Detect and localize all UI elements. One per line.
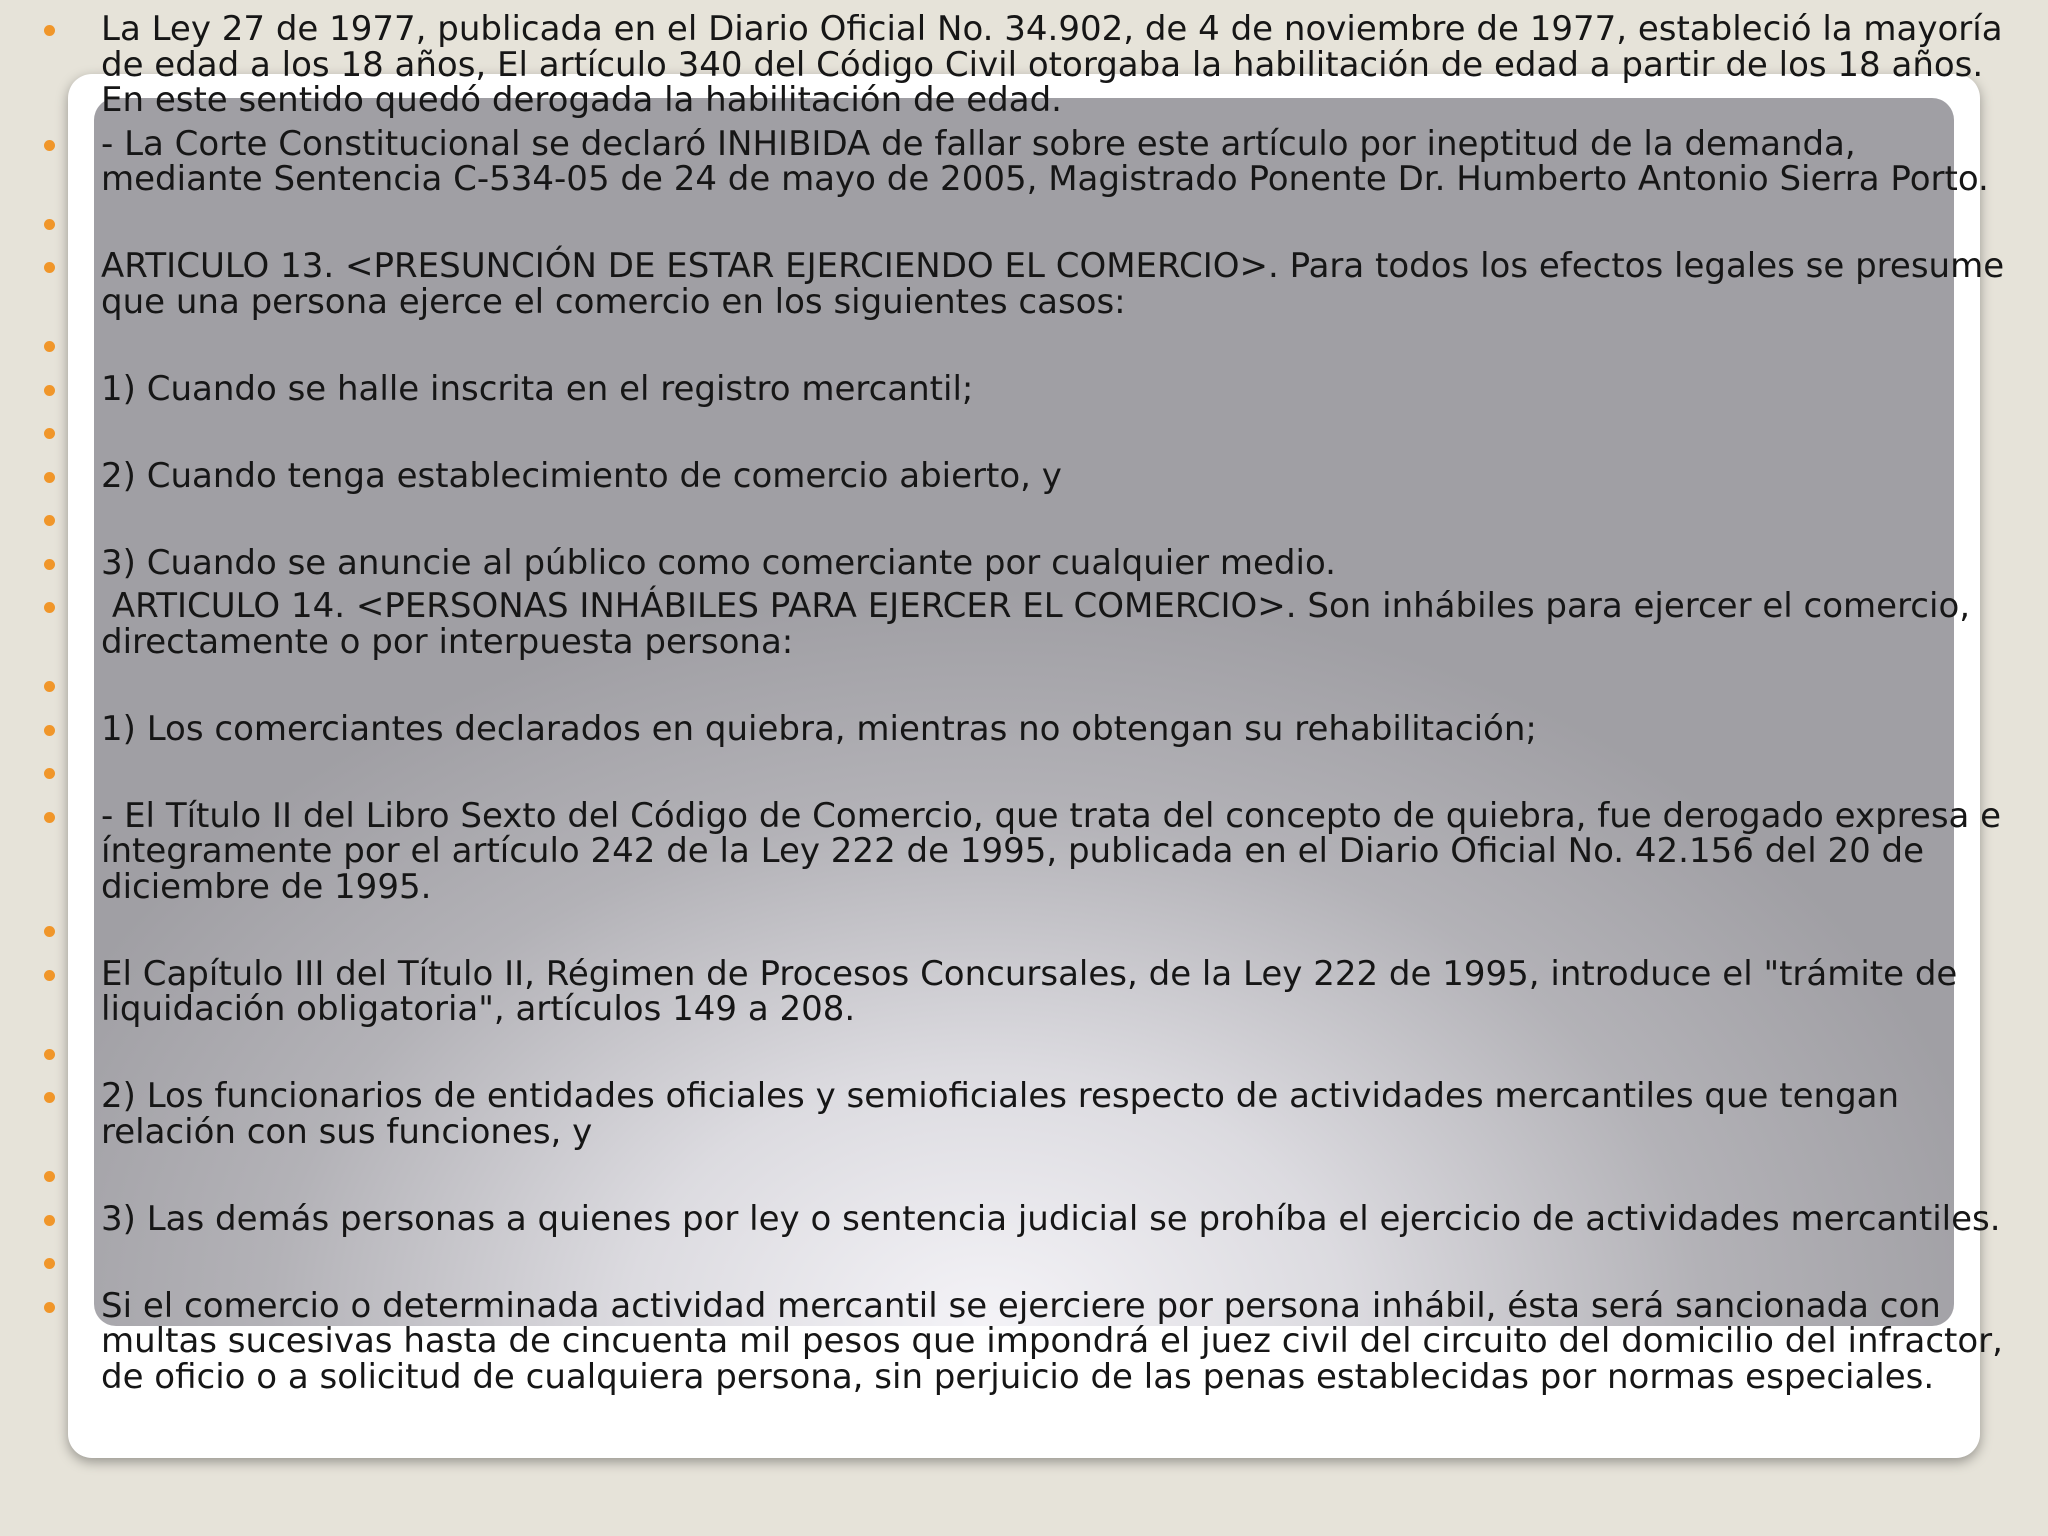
bullet-dot-icon bbox=[44, 970, 55, 981]
bullet-item bbox=[0, 455, 2048, 496]
bullet-text: ARTICULO 13. <PRESUNCIÓN DE ESTAR EJERCIENDO EL COMERCIO>. Para todos los efectos legales se presume que una persona ejerce el comercio en los siguientes casos: bbox=[101, 246, 2015, 322]
bullet-dot-icon bbox=[44, 1171, 55, 1182]
bullet-dot-icon bbox=[44, 1049, 55, 1060]
bullet-text: ARTICULO 14. <PERSONAS INHÁBILES PARA EJERCER EL COMERCIO>. Son inhábiles para ejercer el comercio, directamente o por interpuesta persona: bbox=[101, 586, 1981, 662]
bullet-dot-icon bbox=[44, 341, 55, 352]
bullet-dot-icon bbox=[44, 515, 55, 526]
bullet-text: 1) Los comerciantes declarados en quiebra, mientras no obtengan su rehabilitación; bbox=[101, 708, 1537, 749]
bullet-item bbox=[0, 795, 2048, 907]
bullet-item bbox=[0, 953, 2048, 1029]
bullet-dot-icon bbox=[44, 681, 55, 692]
bullet-item bbox=[0, 1198, 2048, 1239]
bullet-dot-icon bbox=[44, 25, 55, 36]
bullet-item bbox=[0, 1285, 2048, 1397]
bullet-item-empty bbox=[0, 328, 2048, 364]
bullet-dot-icon bbox=[44, 1302, 55, 1313]
bullet-item-empty bbox=[0, 913, 2048, 949]
bullet-item bbox=[0, 1076, 2048, 1152]
bullet-dot-icon bbox=[44, 725, 55, 736]
bullet-dot-icon bbox=[44, 768, 55, 779]
bullet-dot-icon bbox=[44, 812, 55, 823]
bullet-text: Si el comercio o determinada actividad mercantil se ejerciere por persona inhábil, ésta será sancionada con multas sucesivas hasta de cincuenta mil pesos que impondrá el juez civil del circuito del domicilio del infractor, de oficio o a solicitud de cualquiera persona, sin perjuicio de las penas establecidas por normas especiales. bbox=[101, 1285, 2014, 1397]
bullet-item bbox=[0, 708, 2048, 749]
bullet-item-empty bbox=[0, 502, 2048, 538]
bullet-item-empty bbox=[0, 1158, 2048, 1194]
bullet-dot-icon bbox=[44, 385, 55, 396]
bullet-dot-icon bbox=[44, 140, 55, 151]
bullet-item-empty bbox=[0, 206, 2048, 242]
bullet-item bbox=[0, 246, 2048, 322]
bullet-item bbox=[0, 123, 2048, 199]
bullet-text: 3) Cuando se anuncie al público como comerciante por cualquier medio. bbox=[101, 542, 1336, 583]
bullet-dot-icon bbox=[44, 926, 55, 937]
bullet-text: La Ley 27 de 1977, publicada en el Diario Oficial No. 34.902, de 4 de noviembre de 1977, estableció la mayoría de edad a los 18 años, El artículo 340 del Código Civil otorgaba la habilitación de edad a partir de los 18 años. En este sentido quedó derogada la habilitación de edad. bbox=[101, 9, 2014, 120]
bullet-item-empty bbox=[0, 1245, 2048, 1281]
bullet-text: - La Corte Constitucional se declaró INHIBIDA de fallar sobre este artículo por ineptitud de la demanda, mediante Sentencia C-534-05 de 24 de mayo de 2005, Magistrado Ponente Dr. Humberto Antonio Sierra Porto. bbox=[101, 123, 1989, 199]
bullet-item-empty bbox=[0, 668, 2048, 704]
bullet-item bbox=[0, 9, 2048, 120]
bullet-dot-icon bbox=[44, 1258, 55, 1269]
bullet-item-empty bbox=[0, 1036, 2048, 1072]
bullet-text: 2) Cuando tenga establecimiento de comercio abierto, y bbox=[101, 455, 1062, 496]
bullet-list bbox=[0, 9, 2048, 1536]
bullet-item bbox=[0, 542, 2048, 583]
bullet-text: - El Título II del Libro Sexto del Código de Comercio, que trata del concepto de quiebra, fue derogado expresa e íntegramente por el artículo 242 de la Ley 222 de 1995, publicada en el Diario Oficial No. 42.156 del 20 de diciembre de 1995. bbox=[101, 795, 2012, 907]
bullet-dot-icon bbox=[44, 602, 55, 613]
bullet-dot-icon bbox=[44, 1092, 55, 1103]
bullet-dot-icon bbox=[44, 472, 55, 483]
bullet-dot-icon bbox=[44, 262, 55, 273]
bullet-dot-icon bbox=[44, 219, 55, 230]
bullet-text: 2) Los funcionarios de entidades oficiales y semioficiales respecto de actividades mercantiles que tengan relación con sus funciones, y bbox=[101, 1076, 1910, 1152]
bullet-item-empty bbox=[0, 755, 2048, 791]
bullet-dot-icon bbox=[44, 428, 55, 439]
bullet-item bbox=[0, 368, 2048, 409]
bullet-text: El Capítulo III del Título II, Régimen de Procesos Concursales, de la Ley 222 de 1995, introduce el "trámite de liquidación obligatoria", artículos 149 a 208. bbox=[101, 953, 1969, 1029]
bullet-text: 1) Cuando se halle inscrita en el registro mercantil; bbox=[101, 368, 974, 409]
bullet-item-empty bbox=[0, 415, 2048, 451]
bullet-dot-icon bbox=[44, 1215, 55, 1226]
bullet-dot-icon bbox=[44, 559, 55, 570]
bullet-item bbox=[0, 586, 2048, 662]
bullet-text: 3) Las demás personas a quienes por ley o sentencia judicial se prohíba el ejercicio de actividades mercantiles. bbox=[101, 1198, 2001, 1239]
